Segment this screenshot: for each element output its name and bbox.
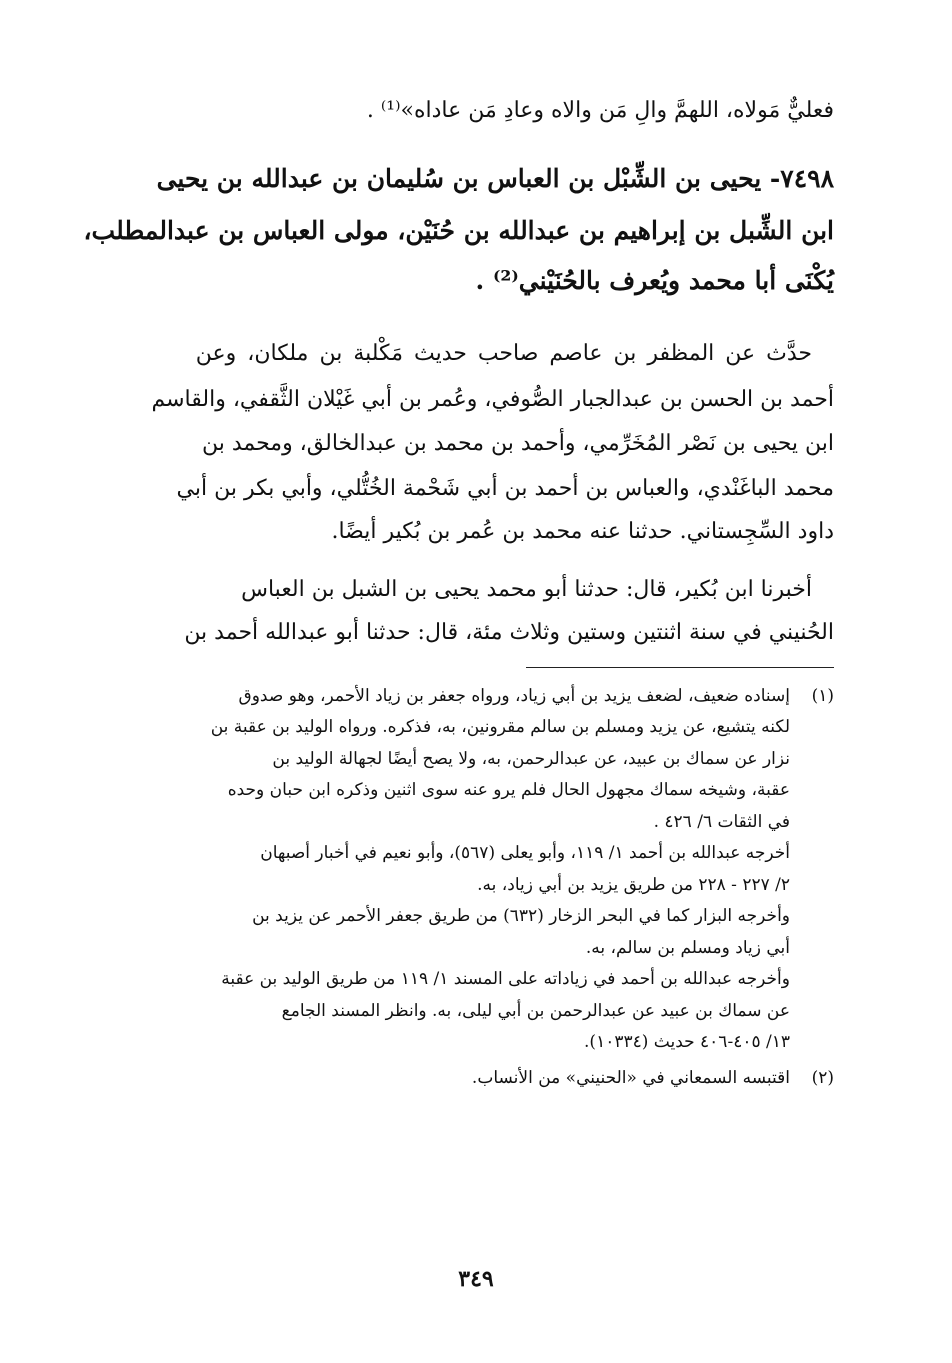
footnote-1-line: وأخرجه عبدالله بن أحمد في زياداته على المسند ١/ ١١٩ من طريق الوليد بن عقبة xyxy=(221,969,790,989)
entry-heading-line-1: ٧٤٩٨- يحيى بن الشِّبْل بن العباس بن سُليمان بن عبدالله بن يحيى xyxy=(156,164,834,193)
footnote-1-line: وأخرجه البزار كما في البحر الزخار (٦٣٢) من طريق جعفر الأحمر عن يزيد بن xyxy=(252,906,790,926)
page-number: ٣٤٩ xyxy=(458,1266,494,1292)
para1-line-1: حدَّث عن المظفر بن عاصم صاحب حديث مَكْلبة بن ملكان، وعن xyxy=(195,341,812,366)
footnote-1-line: عن سماك بن عبيد عن عبدالرحمن بن أبي ليلى، به. وانظر المسند الجامع xyxy=(281,1001,790,1021)
footnote-1-line: نزار عن سماك بن عبيد، عن عبدالرحمن، به، ولا يصح أيضًا لجهالة الوليد بن xyxy=(272,749,790,769)
para1-line-4: محمد الباغَنْدي، والعباس بن أحمد بن أبي شَحْمة الخُتُّلي، وأبي بكر بن أبي xyxy=(176,476,834,501)
footnote-1-line: ٢/ ٢٢٧ - ٢٢٨ من طريق يزيد بن أبي زياد، به. xyxy=(477,875,790,895)
para1-line-2: أحمد بن الحسن بن عبدالجبار الصُّوفي، وعُمر بن أبي غَيْلان الثَّقفي، والقاسم xyxy=(151,387,834,412)
footnote-1-line: أخرجه عبدالله بن أحمد ١/ ١١٩، وأبو يعلى (٥٦٧)، وأبو نعيم في أخبار أصبهان xyxy=(260,843,790,863)
top-line: فعليٌّ مَولاه، اللهمَّ والِ مَن والاه وعادِ مَن عاداه»⁽¹⁾ . xyxy=(366,98,834,123)
entry-heading-line-2: ابن الشِّبل بن إبراهيم بن عبدالله بن حُنَيْن، مولى العباس بن عبدالمطلب، xyxy=(83,216,834,245)
para2-line-2: الحُنيني في سنة اثنتين وستين وثلاث مئة، قال: حدثنا أبو عبدالله أحمد بن xyxy=(184,620,834,645)
para2-line-1: أخبرنا ابن بُكير، قال: حدثنا أبو محمد يحيى بن الشبل بن العباس xyxy=(241,577,812,602)
footnote-separator xyxy=(526,667,834,668)
footnote-1-line: لكنه يتشيع، عن يزيد ومسلم بن سالم مقرونين، به، فذكره. ورواه الوليد بن عقبة بن xyxy=(210,717,790,737)
footnote-1-label: (١) xyxy=(811,686,834,706)
para1-line-5: داود السِّجِستاني. حدثنا عنه محمد بن عُمر بن بُكير أيضًا. xyxy=(331,519,834,544)
footnote-1-line: عقبة، وشيخه سماك مجهول الحال فلم يرو عنه سوى اثنين وذكره ابن حبان وحده xyxy=(227,780,790,800)
footnote-1-line: إسناده ضعيف، لضعف يزيد بن أبي زياد، ورواه جعفر بن زياد الأحمر، وهو صدوق xyxy=(238,686,790,706)
footnote-2-label: (٢) xyxy=(811,1068,834,1088)
footnote-1-line: ١٣/ ٤٠٥-٤٠٦ حديث (١٠٣٣٤). xyxy=(584,1032,790,1052)
footnote-1-line: أبي زياد ومسلم بن سالم، به. xyxy=(585,938,790,958)
footnote-1-line: في الثقات ٦/ ٤٢٦ . xyxy=(653,812,790,832)
footnote-2-line: اقتبسه السمعاني في «الحنيني» من الأنساب. xyxy=(471,1068,790,1088)
entry-heading-line-3: يُكْنَى أبا محمد ويُعرف بالحُنَيْني⁽²⁾ . xyxy=(475,266,834,295)
para1-line-3: ابن يحيى بن نَصْر المُخَرِّمي، وأحمد بن محمد بن عبدالخالق، ومحمد بن xyxy=(201,431,834,456)
